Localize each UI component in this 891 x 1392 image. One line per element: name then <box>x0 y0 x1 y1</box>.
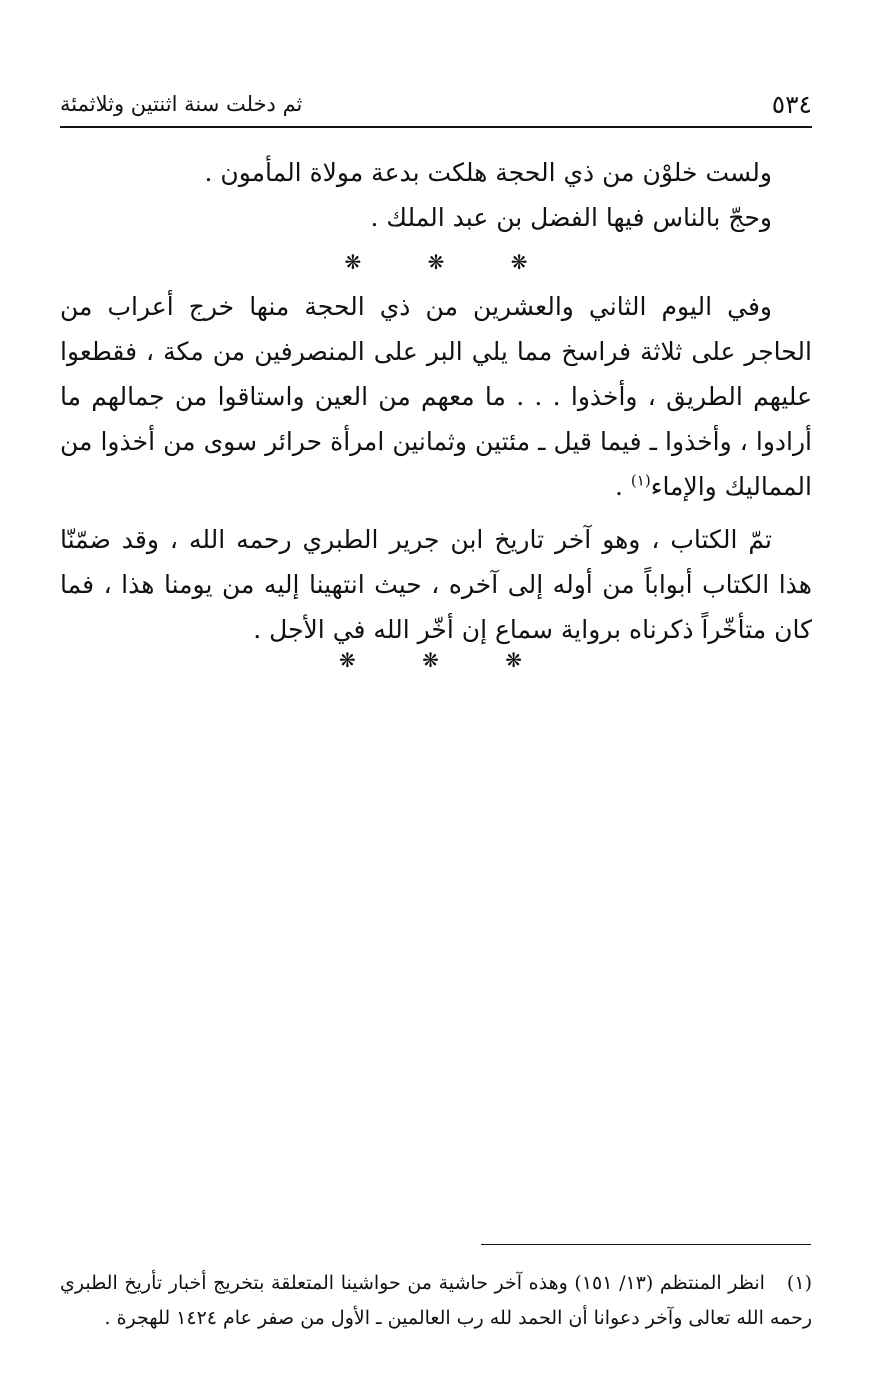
section-separator: ❋ ❋ ❋ <box>344 250 558 274</box>
paragraph-3-text: وفي اليوم الثاني والعشرين من ذي الحجة منها خرج أعراب من الحاجر على ثلاثة فراسخ مما يلي البر على المنصرفين من مكة ، فقطعوا عليهم الطريق ، وأخذوا . . . ما معهم من العين واستاقوا من جمالهم ما أرادوا ، وأخذوا ـ فيما قيل ـ مئتين وثمانين امرأة حرائر سوى من أخذوا من المماليك والإماء <box>60 292 812 501</box>
closing-separator: ❋ ❋ ❋ <box>339 648 552 672</box>
paragraph-3-end: . <box>615 472 631 501</box>
footnote-reference: (١) <box>630 471 651 490</box>
footnote <box>60 1266 812 1336</box>
footnote-divider <box>481 1244 811 1245</box>
running-title: ثم دخلت سنة اثنتين وثلاثمئة <box>60 92 303 116</box>
paragraph-3 <box>60 284 812 509</box>
page-number: ٥٣٤ <box>771 90 812 119</box>
footnote-number: (١) <box>786 1272 812 1294</box>
paragraph-2: وحجّ بالناس فيها الفضل بن عبد الملك . <box>370 203 772 232</box>
footnote-text: انظر المنتظم (١٣/ ١٥١) وهذه آخر حاشية من حواشينا المتعلقة بتخريج أخبار تأريخ الطبري رحمه الله تعالى وآخر دعوانا أن الحمد لله رب العالمين ـ الأول من صفر عام ١٤٢٤ للهجرة . <box>60 1272 812 1329</box>
paragraph-4: تمّ الكتاب ، وهو آخر تاريخ ابن جرير الطبري رحمه الله ، وقد ضمّنّا هذا الكتاب أبواباً من أوله إلى آخره ، حيث انتهينا إليه من يومنا هذا ، فما كان متأخّراً ذكرناه برواية سماع إن أخّر الله في الأجل . <box>60 525 812 644</box>
main-text <box>60 150 812 652</box>
page-header <box>60 86 812 128</box>
paragraph-1: ولست خلوْن من ذي الحجة هلكت بدعة مولاة المأمون . <box>204 158 772 187</box>
